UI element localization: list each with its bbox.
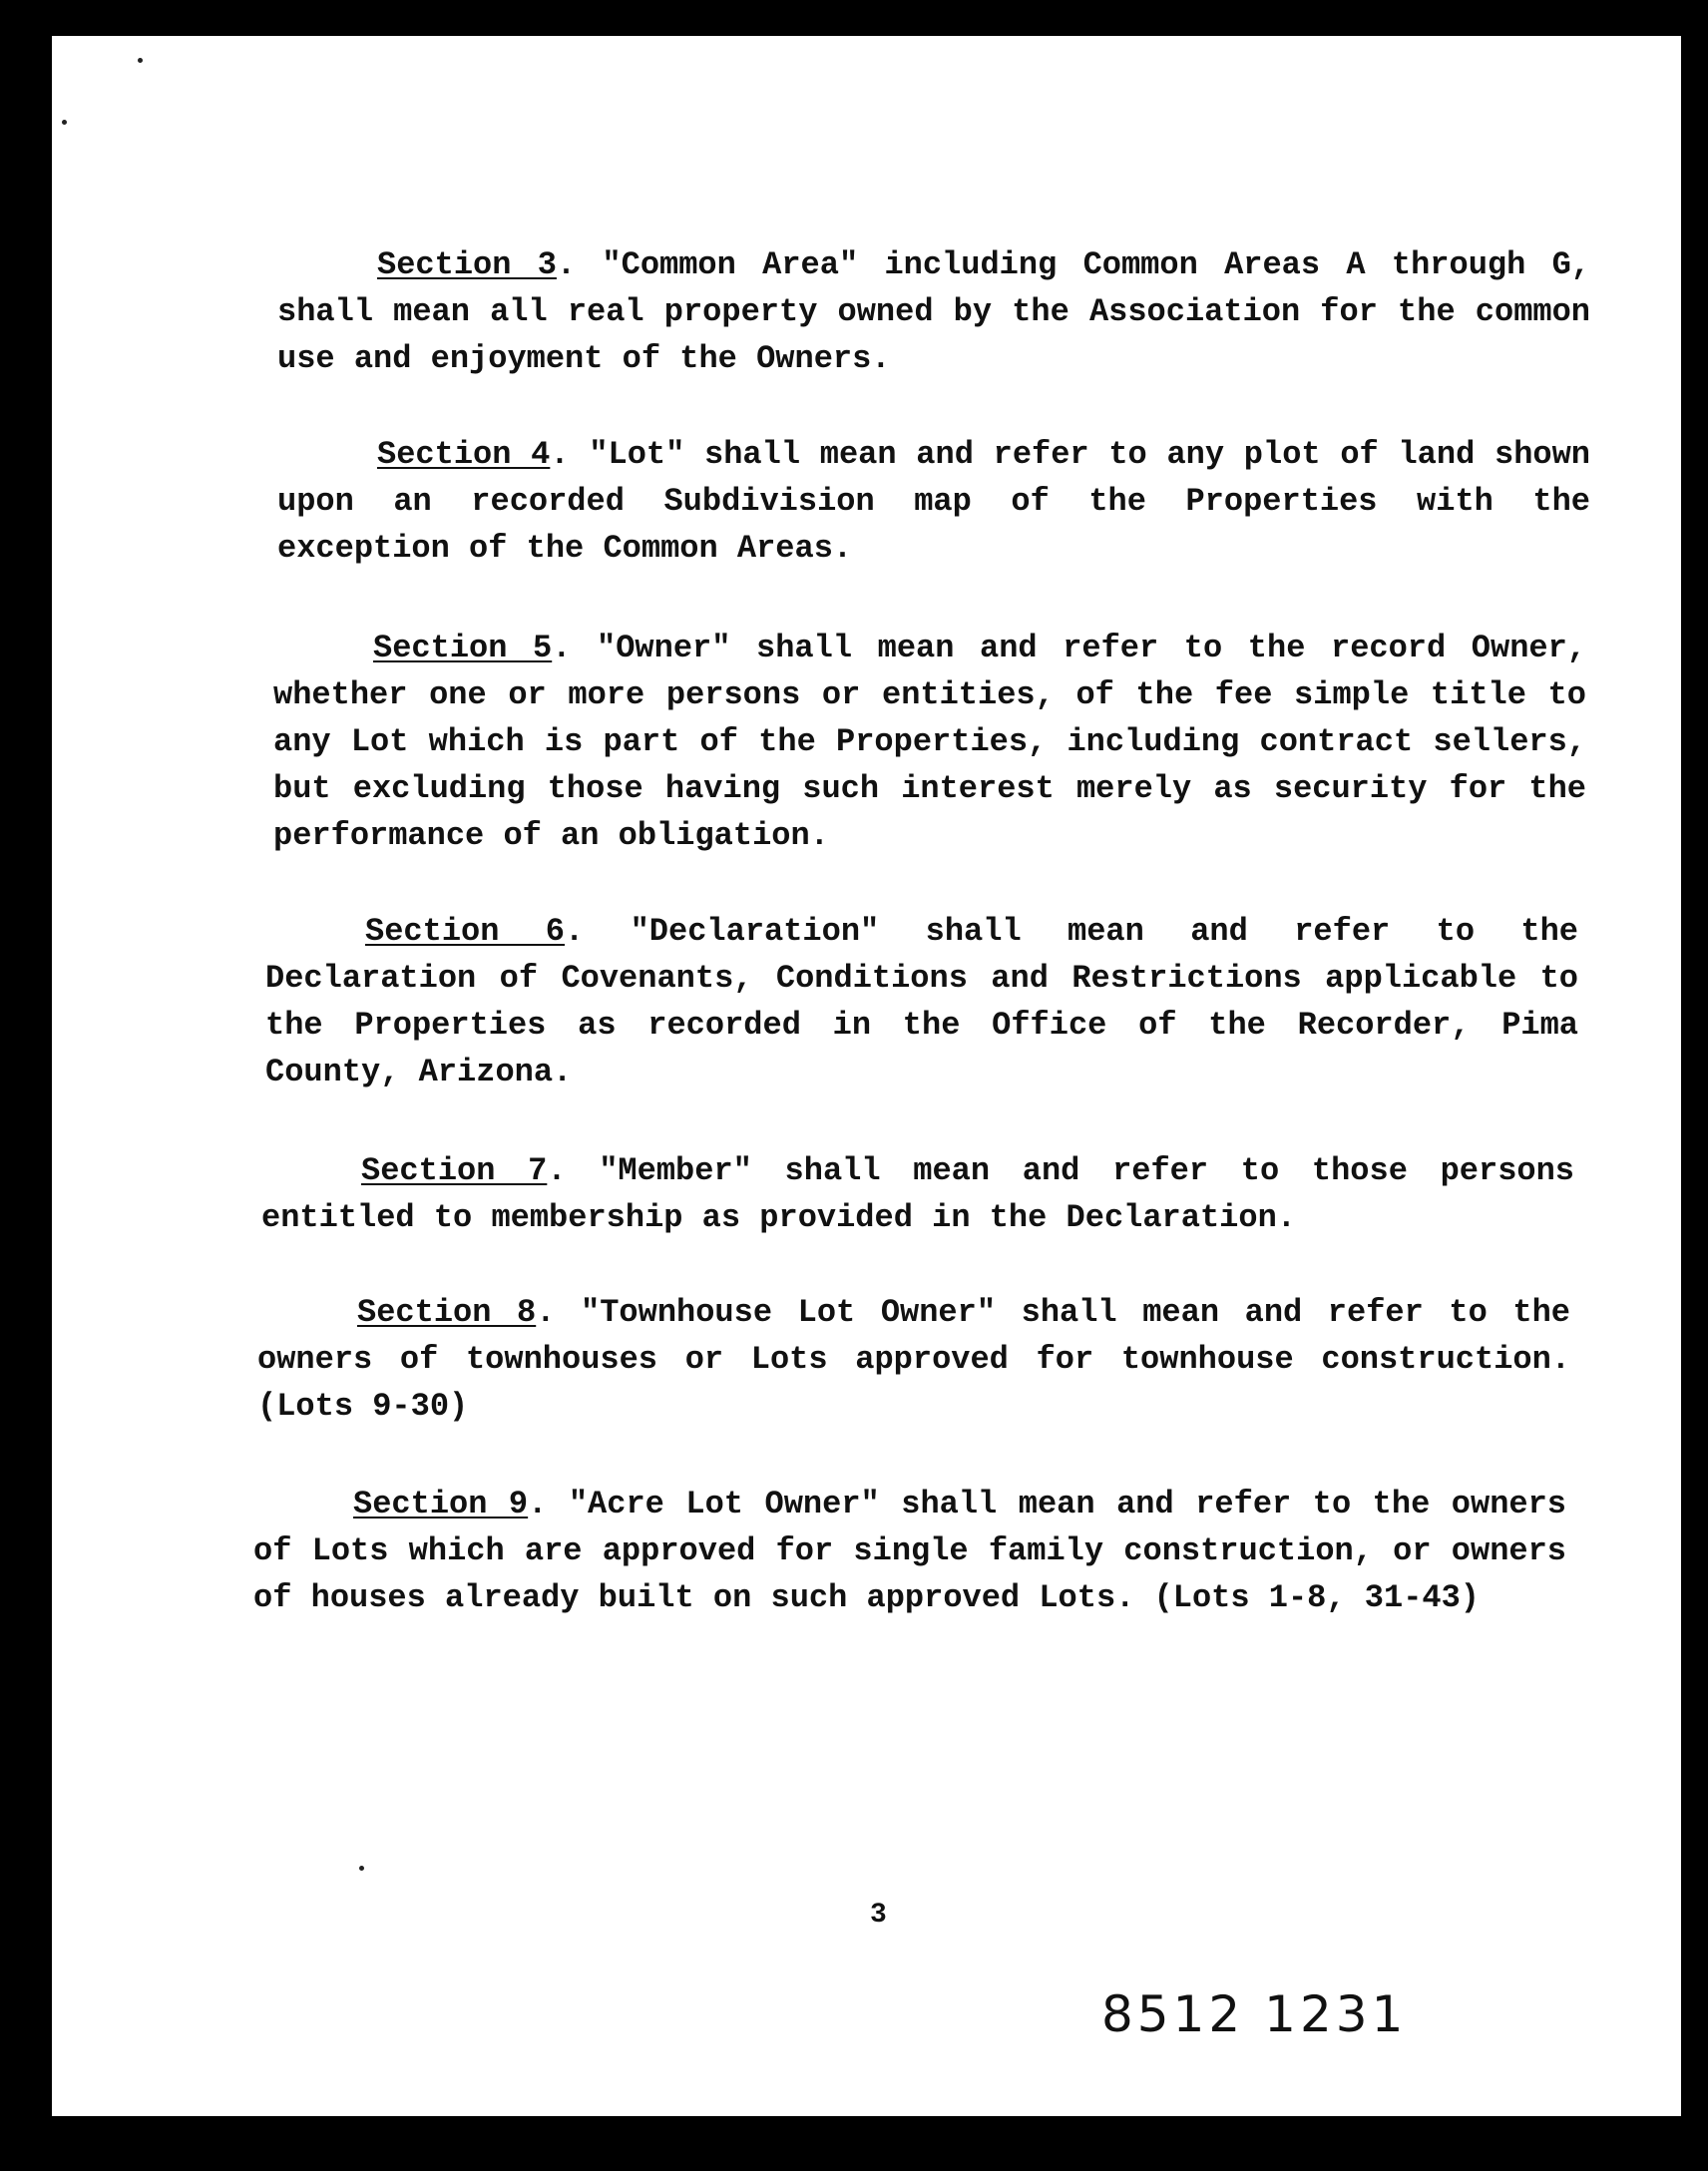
section-8-paragraph — [257, 1289, 1570, 1430]
section-9-heading: Section 9 — [353, 1486, 529, 1522]
section-3-paragraph — [277, 241, 1590, 382]
scan-speck — [359, 1866, 364, 1871]
section-7-heading: Section 7 — [361, 1152, 548, 1189]
scan-speck — [138, 58, 143, 63]
document-page — [52, 36, 1681, 2116]
section-5-paragraph — [273, 625, 1586, 859]
section-4-heading: Section 4 — [377, 436, 551, 473]
section-6-paragraph — [265, 908, 1578, 1095]
section-9-text: . "Acre Lot Owner" shall mean and refer to the owners of Lots which are approved for single family construction, or owners of houses already built on such approved Lots. (Lots 1-8, 31-43) — [253, 1486, 1567, 1616]
section-6-text: . "Declaration" shall mean and refer to the Declaration of Covenants, Conditions and Restrictions applicable to the Properties as recorded in the Office of the Recorder, Pima County, Arizona. — [265, 913, 1579, 1090]
section-3-heading: Section 3 — [377, 246, 557, 283]
page-number: 3 — [870, 1900, 887, 1931]
scan-speck — [62, 120, 67, 125]
section-5-heading: Section 5 — [373, 630, 553, 666]
section-8-text: . "Townhouse Lot Owner" shall mean and refer to the owners of townhouses or Lots approved for townhouse construction. (Lots 9-30) — [257, 1294, 1571, 1425]
section-5-text: . "Owner" shall mean and refer to the record Owner, whether one or more persons or entities, of the fee simple title to any Lot which is part of the Properties, including contract sellers, but excluding those having such interest merely as security for the performance of an obligation. — [273, 630, 1587, 854]
section-7-text: . "Member" shall mean and refer to those persons entitled to membership as provided in the Declaration. — [261, 1152, 1575, 1236]
section-4-text: . "Lot" shall mean and refer to any plot of land shown upon an recorded Subdivision map of the Properties with the exception of the Common Areas. — [277, 436, 1591, 567]
section-7-paragraph — [261, 1147, 1574, 1241]
section-3-text: . "Common Area" including Common Areas A through G, shall mean all real property owned by the Association for the common use and enjoyment of the Owners. — [277, 246, 1591, 377]
document-number: 8512 1231 — [1101, 1985, 1408, 2043]
section-8-heading: Section 8 — [357, 1294, 537, 1331]
section-9-paragraph — [253, 1481, 1566, 1621]
section-6-heading: Section 6 — [365, 913, 566, 950]
section-4-paragraph — [277, 431, 1590, 572]
